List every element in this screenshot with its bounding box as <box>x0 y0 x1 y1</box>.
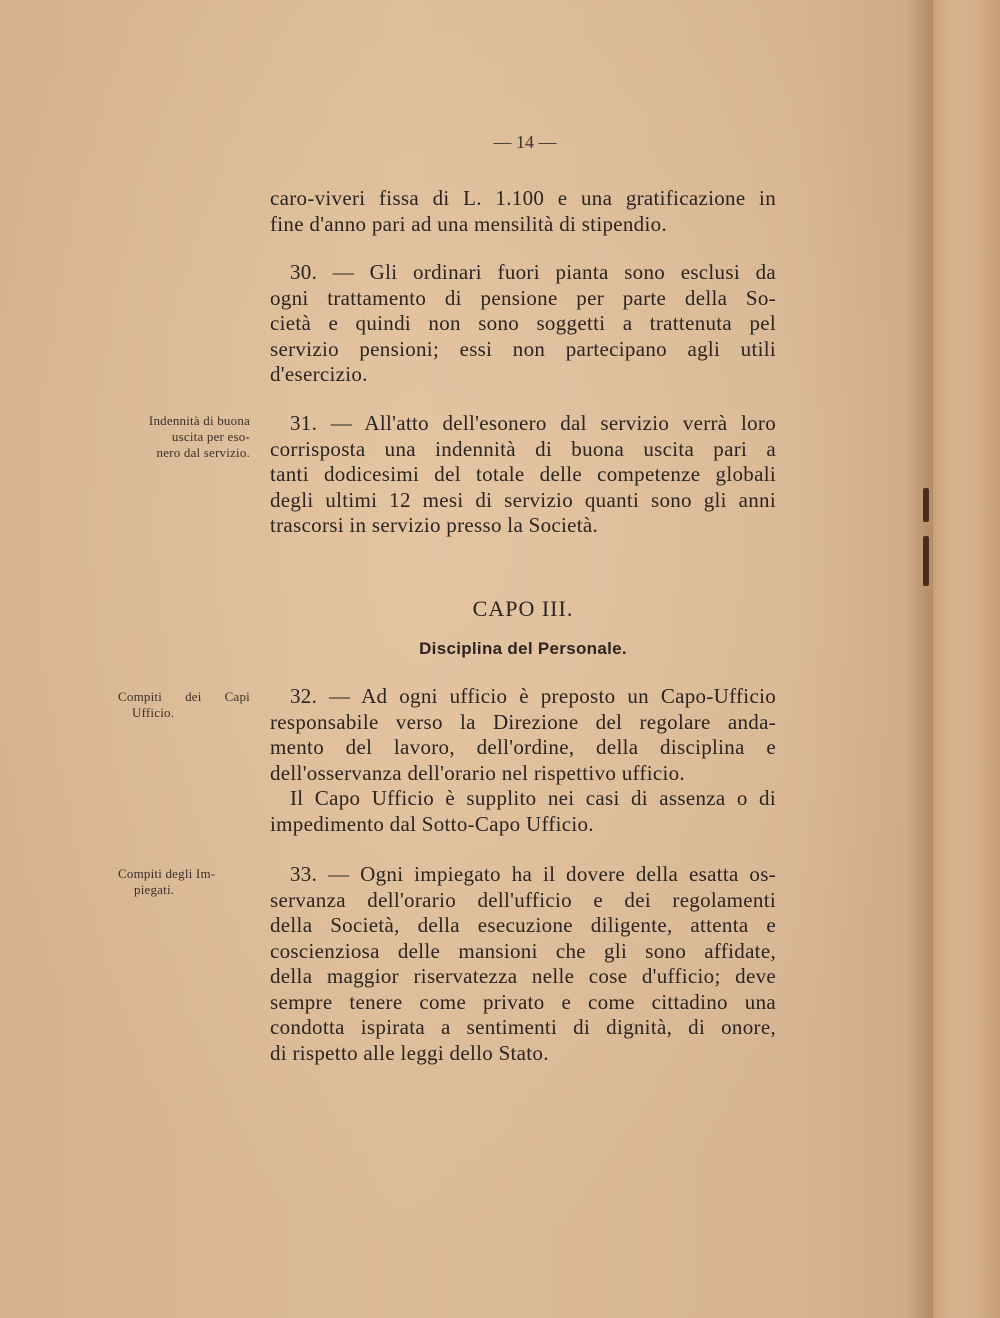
text-line: di rispetto alle leggi dello Stato. <box>270 1040 549 1065</box>
article-33 <box>270 862 776 1066</box>
text-line: 31. — All'atto dell'esonero dal servizio verrà loro <box>290 411 776 435</box>
text-line: servizio pensioni; essi non partecipano agli utili <box>270 336 776 361</box>
text-line: servanza dell'orario dell'ufficio e dei regolamenti <box>270 887 776 912</box>
binding-shadow <box>905 0 935 1318</box>
text-line: 32. — Ad ogni ufficio è preposto un Capo-Ufficio <box>290 684 776 708</box>
staple-marks <box>921 488 930 588</box>
text-line: Il Capo Ufficio è supplito nei casi di assenza o di <box>290 786 776 810</box>
text-line: degli ultimi 12 mesi di servizio quanti sono gli anni <box>270 487 776 512</box>
margin-note-33: Compiti degli Im- piegati. <box>118 866 216 897</box>
section-heading: Disciplina del Personale. <box>419 639 627 658</box>
page-number: — 14 — <box>493 132 557 152</box>
chapter-heading: CAPO III. <box>472 596 574 621</box>
text-line: caro-viveri fissa di L. 1.100 e una gratificazione in <box>270 186 776 210</box>
text-line: 30. — Gli ordinari fuori pianta sono esclusi da <box>290 260 776 284</box>
text-line: fine d'anno pari ad una mensilità di stipendio. <box>270 211 667 236</box>
article-30 <box>270 260 776 388</box>
paragraph-continuation <box>270 186 776 237</box>
text-line: tanti dodicesimi del totale delle competenze globali <box>270 462 776 486</box>
text-line: coscienziosa delle mansioni che gli sono affidate, <box>270 938 776 963</box>
text-line: ogni trattamento di pensione per parte della So- <box>270 285 776 310</box>
page-fold-edge <box>932 0 1000 1318</box>
text-line: della maggior riservatezza nelle cose d'ufficio; deve <box>270 964 776 988</box>
text-line: condotta ispirata a sentimenti di dignità, di onore, <box>270 1015 776 1039</box>
article-32 <box>270 684 776 837</box>
text-line: sempre tenere come privato e come cittadino una <box>270 989 776 1014</box>
margin-note-32: Compiti dei Capi Ufficio. <box>118 689 250 720</box>
margin-note-31: Indennità di buona uscita per eso- nero dal servizio. <box>148 413 250 460</box>
text-line: dell'osservanza dell'orario nel rispettivo ufficio. <box>270 760 685 785</box>
article-31 <box>270 411 776 539</box>
text-line: cietà e quindi non sono soggetti a trattenuta pel <box>270 311 776 335</box>
text-line: responsabile verso la Direzione del regolare anda- <box>270 709 776 734</box>
text-line: trascorsi in servizio presso la Società. <box>270 513 599 537</box>
text-line: d'esercizio. <box>270 362 368 386</box>
text-line: 33. — Ogni impiegato ha il dovere della esatta os- <box>290 862 776 886</box>
text-line: impedimento dal Sotto-Capo Ufficio. <box>270 811 594 836</box>
text-line: mento del lavoro, dell'ordine, della disciplina e <box>270 735 776 759</box>
text-line: della Società, della esecuzione diligente, attenta e <box>270 913 776 937</box>
text-line: corrisposta una indennità di buona uscita pari a <box>270 436 776 461</box>
